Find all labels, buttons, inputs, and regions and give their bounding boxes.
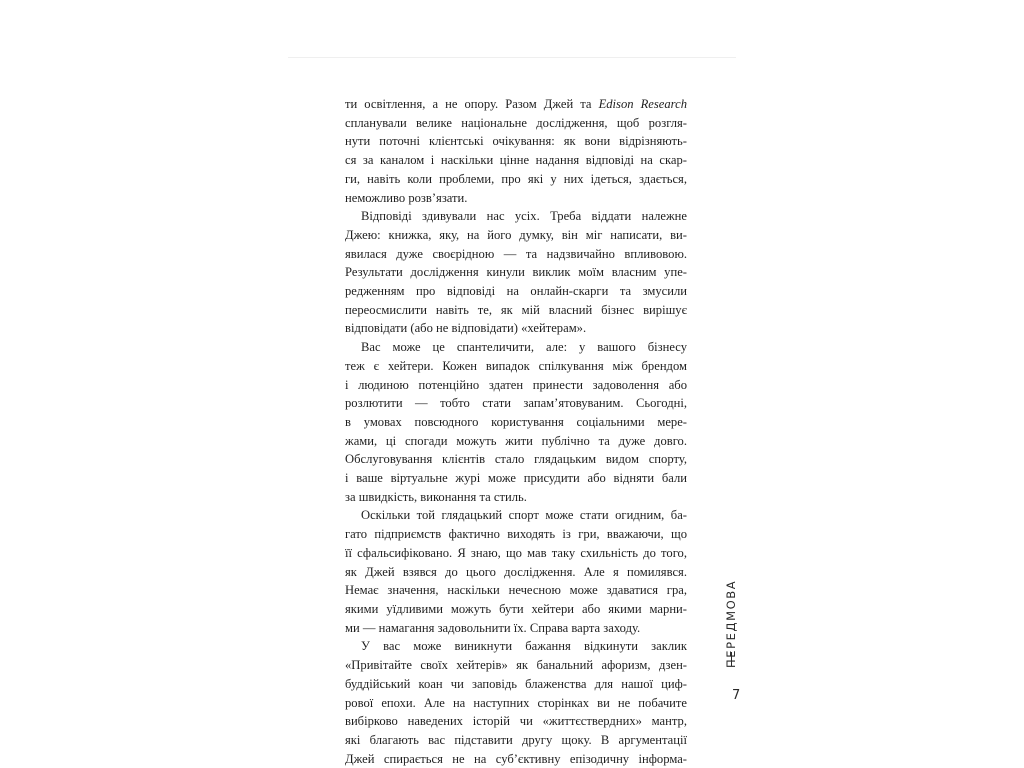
text-line: буддійський коан чи заповідь блаженства для нашої циф- — [345, 676, 687, 691]
page-number: 7 — [732, 688, 741, 703]
text-line: за швидкість, виконання та стиль. — [345, 489, 527, 504]
text-line: редженням про відповіді на онлайн-скарги та змусили — [345, 284, 687, 299]
text-line: ся за каналом і наскільки цінне надання відповіді на скар- — [345, 153, 687, 168]
text-line: в умовах повсюдного користування соціальними мере- — [345, 414, 687, 429]
paragraph-4 — [345, 506, 687, 637]
running-head: ПЕРЕДМОВА — [724, 579, 738, 668]
top-divider — [288, 57, 736, 58]
text-line: як Джей взявся до цього дослідження. Але я помилявся. — [345, 564, 687, 579]
text-line: ми — намагання задовольнити їх. Справа варта заходу. — [345, 620, 641, 635]
text-line: Джей спирається не на суб’єктивну епізодичну інформа- — [345, 751, 687, 766]
text-line: явилася дуже своєрідною — та надзвичайно впливовою. — [345, 246, 687, 261]
paragraph-5 — [345, 637, 687, 768]
text-line: Джею: книжка, яку, на його думку, він міг написати, ви- — [345, 227, 687, 242]
paragraph-1 — [345, 95, 687, 207]
text-line: відповідати (або не відповідати) «хейтерам». — [345, 321, 587, 336]
text-line: її сфальсифіковано. Я знаю, що мав таку схильність до того, — [345, 545, 687, 560]
text-line: спланували велике національне дослідження, щоб розгля- — [345, 115, 687, 130]
text-line: «Привітайте своїх хейтерів» як банальний афоризм, дзен- — [345, 658, 687, 673]
paragraph-3 — [345, 338, 687, 506]
italic-org-name: Edison Research — [598, 97, 687, 111]
text-line: У вас може виникнути бажання відкинути заклик — [361, 639, 687, 654]
text-line: і людиною потенційно здатен принести задоволення або — [345, 377, 687, 392]
text-line: ги, навіть коли проблеми, про які у них ідеться, здається, — [345, 171, 687, 186]
text-line: якими уїдливими можуть бути хейтери або якими марни- — [345, 601, 687, 616]
text-line: Оскільки той глядацький спорт може стати огидним, ба- — [361, 508, 687, 523]
body-text — [345, 95, 687, 768]
text-line: Результати дослідження кинули виклик моїм власним упе- — [345, 265, 687, 280]
text-line: нути поточні клієнтські очікування: як вони відрізняють- — [345, 134, 687, 149]
text-line: теж є хейтери. Кожен випадок спілкування між брендом — [345, 358, 687, 373]
text-line: Немає значення, наскільки нечесною може здаватися гра, — [345, 583, 687, 598]
text-line: вибірково наведених історій чи «життєствердних» мантр, — [345, 714, 687, 729]
text-line: розлютити — тобто стати запам’ятовуваним. Сьогодні, — [345, 396, 687, 411]
text-line: рової епохи. Але на наступних сторінках ви не побачите — [345, 695, 687, 710]
text-line: Вас може це спантеличити, але: у вашого бізнесу — [361, 340, 687, 355]
paragraph-2 — [345, 207, 687, 338]
text-line: ти освітлення, а не опору. Разом Джей та Edison Research — [345, 97, 687, 111]
text-line: неможливо розв’язати. — [345, 190, 468, 205]
text-line: Обслуговування клієнтів стало глядацьким видом спорту, — [345, 452, 687, 467]
text-line: і ваше віртуальне журі може присудити або відняти бали — [345, 471, 687, 486]
text-line: які благають вас підставити другу щоку. В аргументації — [345, 732, 687, 747]
text-line: переосмислити навіть те, як мій власний бізнес вирішує — [345, 302, 687, 317]
text-line: гато підприємств фактично виходять із гри, вважаючи, що — [345, 527, 687, 542]
text-line: жами, ці спогади можуть жити публічно та дуже довго. — [345, 433, 687, 448]
text-line: Відповіді здивували нас усіх. Треба віддати належне — [361, 209, 687, 224]
